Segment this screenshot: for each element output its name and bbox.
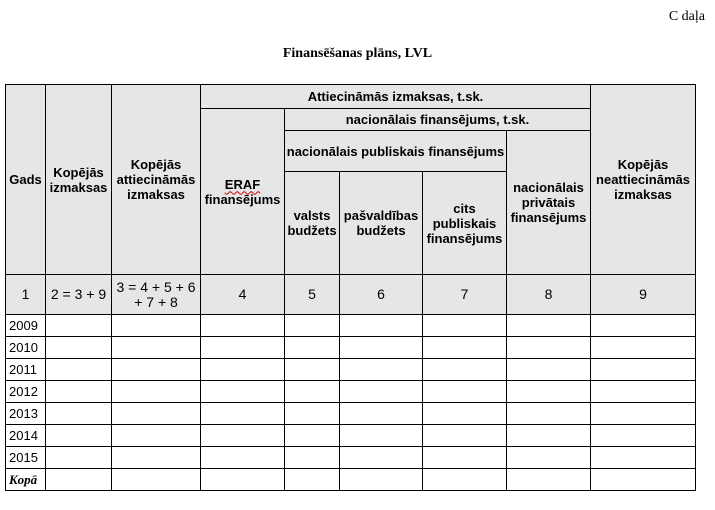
data-cell[interactable]: [285, 337, 340, 359]
data-cell[interactable]: [591, 359, 696, 381]
total-cell[interactable]: [112, 469, 201, 491]
data-cell[interactable]: [340, 403, 423, 425]
table-row: [6, 337, 696, 359]
total-cell[interactable]: [285, 469, 340, 491]
data-cell[interactable]: [46, 359, 112, 381]
header-gads: Gads: [6, 85, 46, 275]
data-cell[interactable]: [423, 315, 507, 337]
data-cell[interactable]: [507, 315, 591, 337]
data-cell[interactable]: [46, 403, 112, 425]
total-cell[interactable]: [591, 469, 696, 491]
data-cell[interactable]: [340, 425, 423, 447]
data-cell[interactable]: [285, 447, 340, 469]
table-row: [6, 447, 696, 469]
header-cits-publiskais: cits publiskais finansējums: [423, 172, 507, 275]
data-cell[interactable]: [591, 315, 696, 337]
header-nac-privatais: nacionālais privātais finansējums: [507, 131, 591, 275]
data-cell[interactable]: [591, 381, 696, 403]
data-cell[interactable]: [423, 447, 507, 469]
year-cell: 2015: [6, 447, 46, 469]
eraf-word: ERAF: [224, 176, 261, 192]
data-cell[interactable]: [591, 425, 696, 447]
header-attiecinamas-tsk: Attiecināmās izmaksas, t.sk.: [201, 85, 591, 109]
data-cell[interactable]: [423, 381, 507, 403]
header-valsts-budzets: valsts budžets: [285, 172, 340, 275]
data-cell[interactable]: [46, 337, 112, 359]
data-cell[interactable]: [112, 403, 201, 425]
data-cell[interactable]: [340, 359, 423, 381]
data-cell[interactable]: [112, 315, 201, 337]
year-cell: 2011: [6, 359, 46, 381]
data-cell[interactable]: [507, 447, 591, 469]
data-cell[interactable]: [591, 403, 696, 425]
data-cell[interactable]: [201, 403, 285, 425]
data-cell[interactable]: [285, 425, 340, 447]
data-cell[interactable]: [112, 381, 201, 403]
header-nac-publiskais: nacionālais publiskais finansējums: [285, 131, 507, 172]
header-neattiecinamas: Kopējās neattiecināmās izmaksas: [591, 85, 696, 275]
data-cell[interactable]: [112, 337, 201, 359]
data-cell[interactable]: [507, 337, 591, 359]
year-cell: 2012: [6, 381, 46, 403]
data-cell[interactable]: [46, 315, 112, 337]
year-cell: 2014: [6, 425, 46, 447]
data-cell[interactable]: [285, 359, 340, 381]
data-cell[interactable]: [112, 359, 201, 381]
total-label: Kopā: [6, 469, 46, 491]
document-title: Finansēšanas plāns, LVL: [282, 46, 433, 61]
total-cell[interactable]: [423, 469, 507, 491]
data-cell[interactable]: [201, 337, 285, 359]
data-cell[interactable]: [201, 381, 285, 403]
data-cell[interactable]: [507, 425, 591, 447]
total-cell[interactable]: [340, 469, 423, 491]
data-cell[interactable]: [285, 381, 340, 403]
data-cell[interactable]: [423, 425, 507, 447]
year-cell: 2009: [6, 315, 46, 337]
financing-plan-table: [5, 84, 696, 491]
data-cell[interactable]: [112, 425, 201, 447]
data-cell[interactable]: [340, 447, 423, 469]
number-cell: 1: [6, 275, 46, 315]
data-cell[interactable]: [46, 381, 112, 403]
data-cell[interactable]: [591, 337, 696, 359]
table-row: [6, 315, 696, 337]
data-cell[interactable]: [423, 337, 507, 359]
total-cell[interactable]: [201, 469, 285, 491]
number-cell: 9: [591, 275, 696, 315]
header-kopejas-izmaksas: Kopējās izmaksas: [46, 85, 112, 275]
data-cell[interactable]: [201, 315, 285, 337]
table-row: [6, 381, 696, 403]
number-cell: 4: [201, 275, 285, 315]
number-cell: 8: [507, 275, 591, 315]
year-cell: 2013: [6, 403, 46, 425]
number-cell: 2 = 3 + 9: [46, 275, 112, 315]
number-cell: 6: [340, 275, 423, 315]
data-cell[interactable]: [201, 447, 285, 469]
data-cell[interactable]: [112, 447, 201, 469]
header-eraf: [201, 109, 285, 275]
data-cell[interactable]: [423, 403, 507, 425]
table-row: [6, 425, 696, 447]
header-pasvaldibas-budzets: pašvaldības budžets: [340, 172, 423, 275]
data-cell[interactable]: [285, 315, 340, 337]
data-cell[interactable]: [340, 337, 423, 359]
total-cell[interactable]: [46, 469, 112, 491]
data-cell[interactable]: [340, 381, 423, 403]
data-cell[interactable]: [201, 359, 285, 381]
data-cell[interactable]: [423, 359, 507, 381]
eraf-rest: finansējums: [204, 191, 281, 207]
header-kopejas-attiecinamas: Kopējās attiecināmās izmaksas: [112, 85, 201, 275]
data-cell[interactable]: [507, 359, 591, 381]
number-cell: 3 = 4 + 5 + 6 + 7 + 8: [112, 275, 201, 315]
data-cell[interactable]: [46, 447, 112, 469]
data-cell[interactable]: [46, 425, 112, 447]
data-cell[interactable]: [285, 403, 340, 425]
data-cell[interactable]: [340, 315, 423, 337]
header-nacionalais-tsk: nacionālais finansējums, t.sk.: [285, 109, 591, 131]
year-cell: 2010: [6, 337, 46, 359]
data-cell[interactable]: [507, 403, 591, 425]
total-row: [6, 469, 696, 491]
table-row: [6, 403, 696, 425]
data-cell[interactable]: [591, 447, 696, 469]
data-cell[interactable]: [201, 425, 285, 447]
number-cell: 7: [423, 275, 507, 315]
part-label: C daļa: [668, 9, 705, 24]
table-row: [6, 359, 696, 381]
total-cell[interactable]: [507, 469, 591, 491]
number-cell: 5: [285, 275, 340, 315]
data-cell[interactable]: [507, 381, 591, 403]
